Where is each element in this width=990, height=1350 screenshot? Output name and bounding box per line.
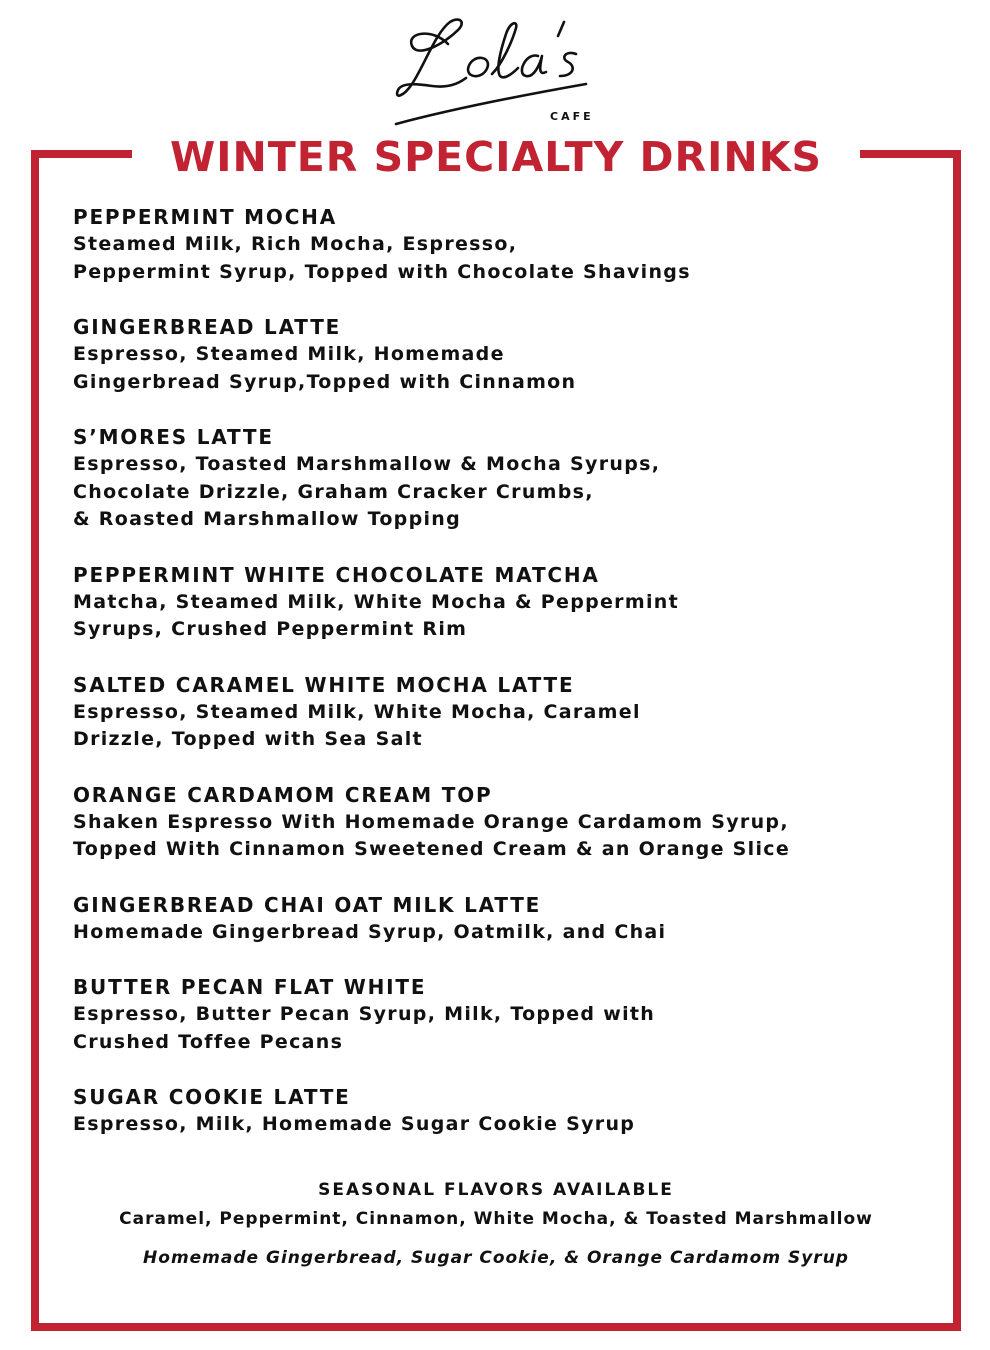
page-title: WINTER SPECIALTY DRINKS — [169, 133, 822, 181]
seasonal-flavors-title: SEASONAL FLAVORS AVAILABLE — [318, 1180, 674, 1200]
lolas-cafe-logo — [388, 14, 598, 132]
drink-description-line: Espresso, Toasted Marshmallow & Mocha Syrups, — [73, 453, 661, 475]
drink-description-line: Espresso, Milk, Homemade Sugar Cookie Syrup — [73, 1113, 636, 1135]
drink-description-line: Crushed Toffee Pecans — [73, 1030, 344, 1053]
frame-top-left-segment — [31, 150, 132, 158]
drink-description-line: Gingerbread Syrup,Topped with Cinnamon — [73, 370, 577, 393]
drink-description-line: Topped With Cinnamon Sweetened Cream & an Orange Slice — [73, 838, 791, 860]
drink-description-line: Syrups, Crushed Peppermint Rim — [73, 618, 468, 640]
drink-item-peppermint-mocha — [73, 203, 933, 286]
drink-name: S’MORES LATTE — [73, 425, 274, 449]
drink-item-orange-cardamom-cream-top — [73, 781, 933, 864]
frame-top-right-segment — [860, 150, 961, 158]
drinks-list — [73, 203, 933, 1166]
logo-cafe-text: CAFE — [550, 110, 594, 123]
drink-name: GINGERBREAD LATTE — [73, 315, 342, 339]
drink-description-line: Espresso, Butter Pecan Syrup, Milk, Topped with — [73, 1003, 656, 1025]
drink-description-line: Espresso, Steamed Milk, Homemade — [73, 343, 505, 365]
drink-name: GINGERBREAD CHAI OAT MILK LATTE — [73, 892, 542, 917]
drink-description-line: Shaken Espresso With Homemade Orange Cardamom Syrup, — [73, 810, 789, 833]
drink-item-salted-caramel-white-mocha-latte — [73, 671, 933, 754]
drink-description-line: Chocolate Drizzle, Graham Cracker Crumbs, — [73, 480, 594, 503]
drink-description-line: & Roasted Marshmallow Topping — [73, 508, 462, 530]
drink-name: SALTED CARAMEL WHITE MOCHA LATTE — [73, 672, 575, 697]
drink-item-gingerbread-chai-oat-milk-latte — [73, 891, 933, 947]
drink-name: SUGAR COOKIE LATTE — [73, 1085, 351, 1109]
drink-name: PEPPERMINT MOCHA — [73, 205, 337, 229]
drink-name: PEPPERMINT WHITE CHOCOLATE MATCHA — [73, 562, 600, 587]
drink-name: ORANGE CARDAMOM CREAM TOP — [73, 782, 493, 807]
drink-item-gingerbread-latte — [73, 313, 933, 396]
drink-item-peppermint-white-chocolate-matcha — [73, 561, 933, 644]
drink-description-line: Espresso, Steamed Milk, White Mocha, Caramel — [73, 700, 641, 723]
seasonal-flavors-section — [40, 1176, 952, 1272]
drink-description-line: Peppermint Syrup, Topped with Chocolate Shavings — [73, 260, 691, 283]
drink-item-sugar-cookie-latte — [73, 1083, 933, 1139]
drink-item-smores-latte — [73, 423, 933, 534]
drink-description-line: Steamed Milk, Rich Mocha, Espresso, — [73, 233, 518, 255]
drink-description-line: Homemade Gingerbread Syrup, Oatmilk, and Chai — [73, 920, 667, 943]
drink-description-line: Drizzle, Topped with Sea Salt — [73, 728, 423, 750]
drink-item-butter-pecan-flat-white — [73, 973, 933, 1056]
drink-description-line: Matcha, Steamed Milk, White Mocha & Peppermint — [73, 590, 679, 613]
drink-name: BUTTER PECAN FLAT WHITE — [73, 975, 427, 999]
homemade-syrups-note: Homemade Gingerbread, Sugar Cookie, & Orange Cardamom Syrup — [143, 1248, 849, 1268]
seasonal-flavors-list: Caramel, Peppermint, Cinnamon, White Mocha, & Toasted Marshmallow — [119, 1209, 873, 1229]
